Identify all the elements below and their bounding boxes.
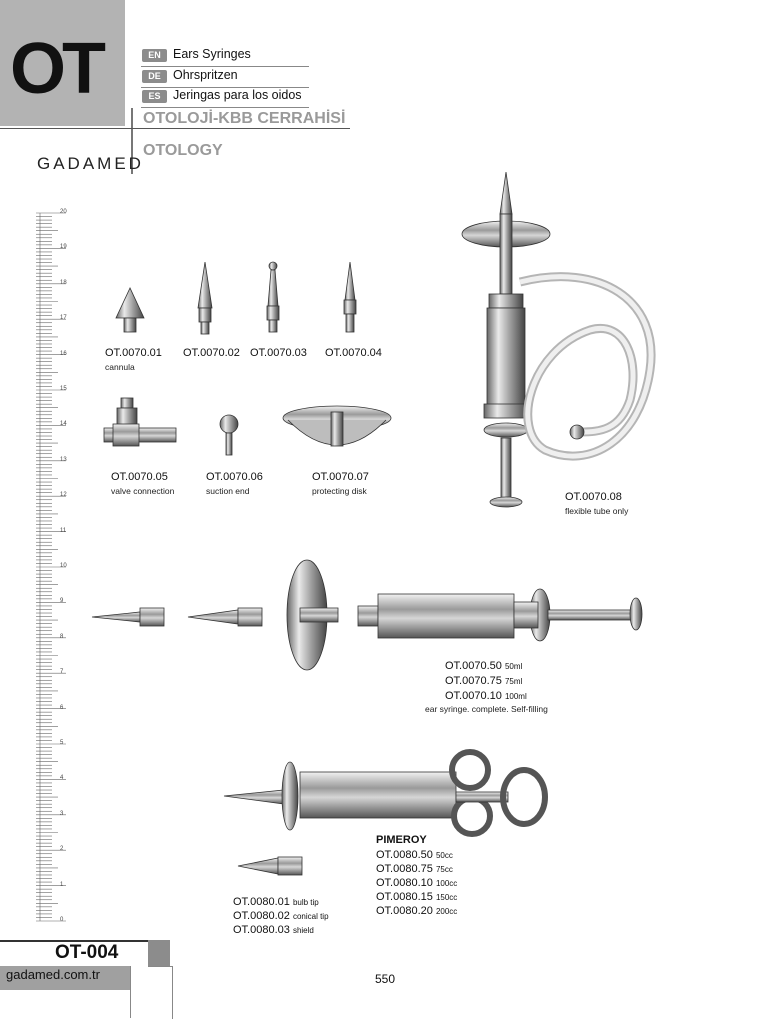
cannula-illustration [116,288,144,332]
footer-box [130,966,150,1018]
product-code: OT.0070.08 [565,491,622,503]
product-desc: suction end [206,486,250,496]
ruler-label: 8 [60,633,64,640]
product-code: OT.0070.06 [206,471,263,483]
product-code: OT.0070.50 [445,660,502,672]
header-code: OT [10,29,102,109]
ear-syringe-illustration [358,589,642,641]
tip-04-illustration [344,262,356,332]
product-code: OT.0080.10 [376,877,433,889]
ruler-label: 3 [60,810,64,817]
product-desc: flexible tube only [565,506,629,516]
ruler-label: 4 [60,775,64,782]
product-code: OT.0080.20 [376,905,433,917]
ruler-label: 13 [60,456,67,463]
product-code: OT.0070.01 [105,347,162,359]
tip-code-row [233,910,329,922]
tip-code-row [233,924,314,936]
product-size: 50ml [504,662,523,671]
tip-03-illustration [267,262,279,332]
product-desc: valve connection [111,486,175,496]
pimeroy-code-row [376,905,457,917]
page-number: 550 [375,972,396,986]
self-filling-syringe-illustration [462,172,651,507]
ruler-label: 9 [60,598,64,605]
product-desc: ear syringe. complete. Self-filling [425,704,548,714]
ruler-label: 18 [60,279,67,286]
product-size: 75ml [504,677,523,686]
pimeroy-code-row [376,849,453,861]
ruler-label: 17 [60,315,67,322]
suction-end-illustration [220,415,238,455]
product-code: OT.0070.10 [445,690,502,702]
protecting-disk-illustration [283,406,391,446]
product-code: OT.0070.07 [312,471,369,483]
lang-text: Ohrspritzen [173,68,238,82]
product-code: OT.0080.01 [233,896,290,908]
product-code: OT.0080.75 [376,863,433,875]
ruler-label: 12 [60,492,67,499]
ruler-label: 11 [60,527,67,534]
lang-text: Ears Syringes [173,47,251,61]
bulb-tip-small-illustration [238,857,302,875]
conical-tip-illustration [188,608,262,626]
product-size: 200cc [435,907,458,916]
ruler-label: 2 [60,846,64,853]
lang-text: Jeringas para los oidos [173,88,302,102]
product-code: OT.0080.15 [376,891,433,903]
syringe-code-row [445,675,522,687]
product-code: OT.0070.75 [445,675,502,687]
product-code: OT.0070.05 [111,471,168,483]
ruler-label: 7 [60,669,64,676]
subtitle-turkish: OTOLOJİ-KBB CERRAHİSİ [143,110,346,127]
product-size: 75cc [435,865,453,874]
pimeroy-code-row [376,877,457,889]
ruler-label: 20 [60,209,67,215]
product-code: OT.0080.03 [233,924,290,936]
product-desc: cannula [105,362,135,372]
product-code: OT.0080.50 [376,849,433,861]
footer-box [148,966,173,1019]
footer-accent [148,940,170,966]
ruler-label: 10 [60,563,67,569]
ruler-label: 6 [60,704,64,711]
bulb-tip-illustration [92,608,164,626]
ruler-label: 0 [60,917,64,923]
syringe-code-row [445,660,522,672]
product-size: 150cc [435,893,458,902]
pimeroy-syringe-illustration [224,752,545,834]
product-size: 100cc [435,879,458,888]
ruler-label: 15 [60,386,67,392]
product-desc: conical tip [292,912,329,921]
ruler-label: 19 [60,244,67,251]
lang-tag: DE [142,70,167,83]
ruler-label: 16 [60,350,67,357]
product-size: 50cc [435,851,453,860]
ruler-label: 5 [60,740,64,746]
shield-disk-illustration [287,560,338,670]
footer-code: OT-004 [55,942,119,963]
lang-tag: EN [142,49,167,62]
product-code: OT.0070.03 [250,347,307,359]
footer-url: gadamed.com.tr [6,967,100,982]
ruler-label: 14 [60,421,67,428]
syringe-code-row [445,690,527,702]
product-code: OT.0070.04 [325,347,382,359]
tip-code-row [233,896,319,908]
valve-connection-illustration [104,398,176,446]
product-desc: protecting disk [312,486,367,496]
lang-tag: ES [142,90,167,103]
ruler-label: 1 [60,881,64,888]
product-desc: shield [292,926,314,935]
product-code: OT.0070.02 [183,347,240,359]
product-size: 100ml [504,692,527,701]
product-desc: bulb tip [292,898,319,907]
pimeroy-code-row [376,863,453,875]
subtitle-english: OTOLOGY [143,142,223,159]
tip-02-illustration [198,262,212,334]
pimeroy-code-row [376,891,457,903]
brand-logo: GADAMED [37,154,144,173]
product-code: OT.0080.02 [233,910,290,922]
pimeroy-title: PIMEROY [376,834,427,846]
